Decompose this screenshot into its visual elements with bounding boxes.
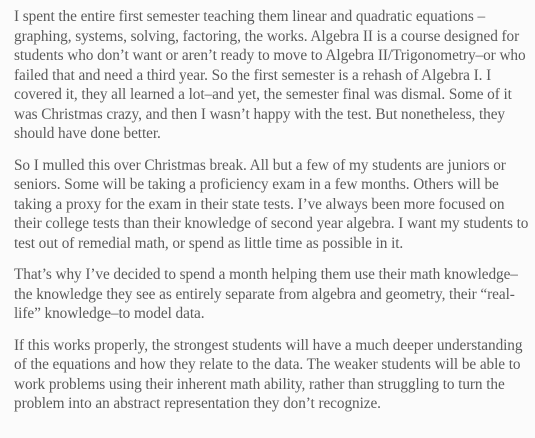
paragraph-3: That’s why I’ve decided to spend a month helping them use their math knowledge–the knowledge they see as entirely separate from algebra and geometry, their “real-life” knowledge–to model data. [14,266,518,322]
paragraph-2: So I mulled this over Christmas break. All but a few of my students are juniors or seniors. Some will be taking a proficiency exam in a few months. Others will be taking a proxy for the exam in their state tests. I’ve always been more focused on their college tests than their knowledge of second year algebra. I want my students to test out of remedial math, or spend as little time as possible in it. [14,156,529,252]
paragraph-4: If this works properly, the strongest students will have a much deeper understanding of the equations and how they relate to the data. The weaker students will be able to work problems using their inherent math ability, rather than struggling to turn the problem into an abstract representation they don’t recognize. [14,336,523,412]
paragraph-1: I spent the entire first semester teaching them linear and quadratic equations –graphing, systems, solving, factoring, the works. Algebra II is a course designed for students who don’t want or aren’t ready to move to Algebra II/Trigonometry–or who failed that and need a third year. So the first semester is a rehash of Algebra I. I covered it, they all learned a lot–and yet, the semester final was dismal. Some of it was Christmas crazy, and then I wasn’t happy with the test. But nonetheless, they should have done better. [14,8,526,142]
